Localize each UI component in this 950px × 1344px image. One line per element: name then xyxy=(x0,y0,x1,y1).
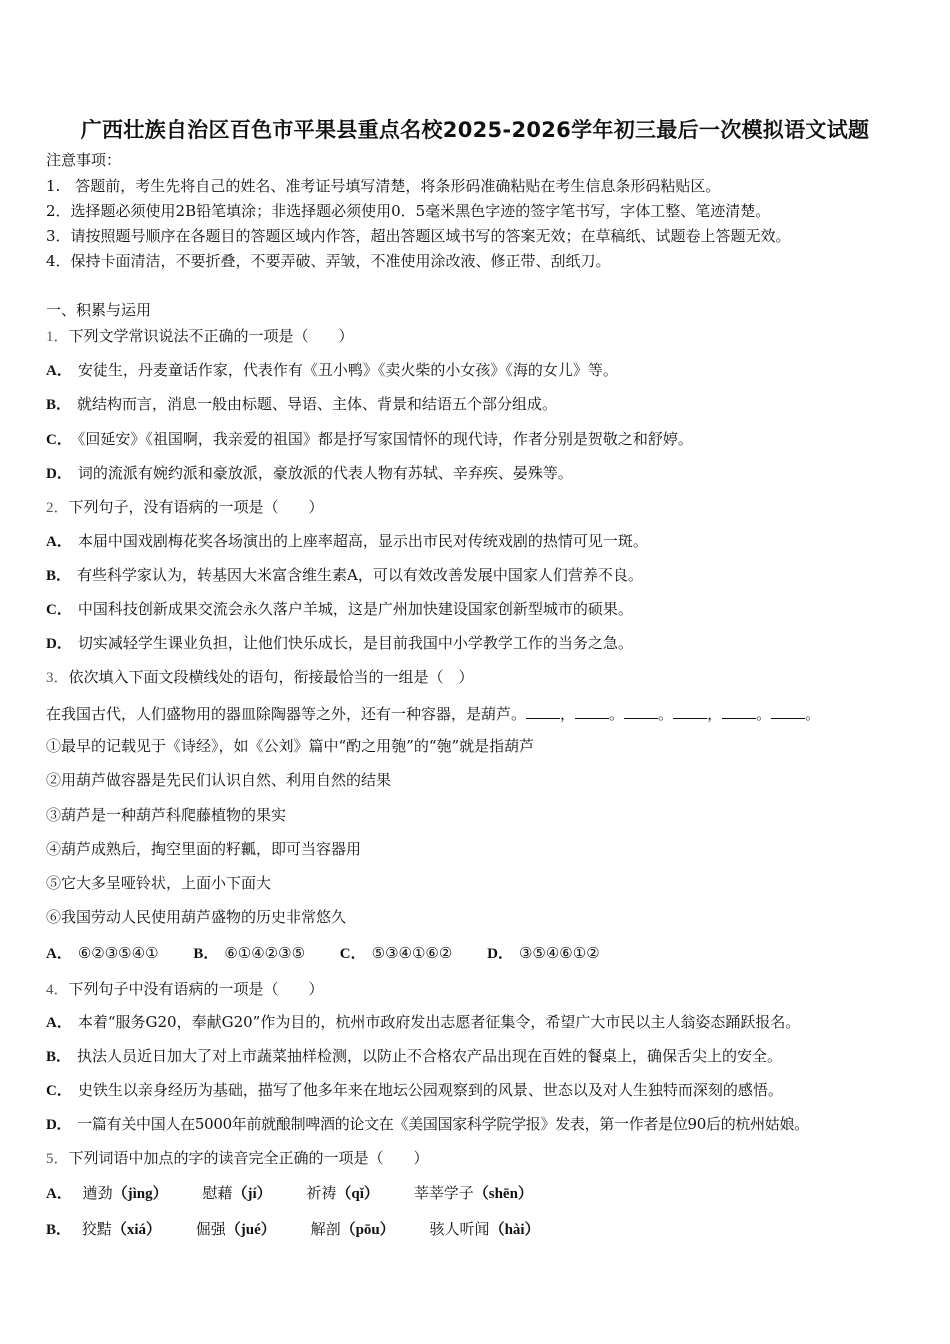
question-stem xyxy=(46,979,324,1000)
notice-item: 1. 答题前，考生先将自己的姓名、准考证号填写清楚，将条形码准确粘贴在考生信息条形码粘贴区。 xyxy=(46,177,721,195)
option xyxy=(46,599,633,620)
option-label: B． xyxy=(46,1049,72,1065)
option xyxy=(46,633,633,654)
option-text: 安徒生，丹麦童话作家，代表作有《丑小鸭》《卖火柴的小女孩》《海的女儿》等。 xyxy=(77,361,618,379)
notice-item: 2．选择题必须使用2B铅笔填涂；非选择题必须使用0．5毫米黑色字迹的签字笔书写，字体工整、笔迹清楚。 xyxy=(46,202,771,220)
option xyxy=(46,565,643,586)
option-text: ⑤③④①⑥② xyxy=(371,944,453,962)
question-stem xyxy=(46,1148,429,1169)
option-label: D． xyxy=(46,636,72,652)
option-row xyxy=(46,1219,540,1240)
fill-blank xyxy=(771,704,805,719)
notice-item: 3．请按照题号顺序在各题目的答题区域内作答，超出答题区域书写的答案无效；在草稿纸、试题卷上答题无效。 xyxy=(46,227,791,245)
stem-text: 下列文学常识说法不正确的一项是（ ） xyxy=(68,327,354,345)
question-number: 1． xyxy=(46,329,69,345)
option-text: ③⑤④⑥①② xyxy=(518,944,600,962)
punct: 。 xyxy=(658,705,674,723)
option-label: C． xyxy=(46,432,72,448)
question-number: 2． xyxy=(46,500,69,516)
option xyxy=(46,1012,800,1033)
pinyin: （xiá） xyxy=(111,1222,161,1238)
option xyxy=(46,360,618,381)
option-label: B． xyxy=(46,568,72,584)
passage xyxy=(46,704,820,724)
word: 莘莘学子 xyxy=(413,1184,474,1202)
option-label: A． xyxy=(46,534,72,550)
word: 狡黠 xyxy=(81,1220,112,1238)
punct: 。 xyxy=(805,705,821,723)
notice-heading: 注意事项： xyxy=(46,151,122,169)
section-heading: 一、积累与运用 xyxy=(46,301,152,319)
option xyxy=(46,531,648,552)
pinyin: （hài） xyxy=(489,1222,540,1238)
sentence: ⑥我国劳动人民使用葫芦盛物的历史非常悠久 xyxy=(46,908,347,926)
stem-text: 依次填入下面文段横线处的语句，衔接最恰当的一组是（ ） xyxy=(68,668,474,686)
stem-text: 下列句子，没有语病的一项是（ ） xyxy=(68,498,324,516)
option-row xyxy=(46,943,600,964)
option-text: ⑥①④②③⑤ xyxy=(224,944,306,962)
option-text: ⑥②③⑤④① xyxy=(77,944,159,962)
word: 解剖 xyxy=(310,1220,341,1238)
option xyxy=(46,463,573,484)
pinyin: （jìng） xyxy=(112,1186,168,1202)
option-text: 就结构而言，消息一般由标题、导语、主体、背景和结语五个部分组成。 xyxy=(77,395,558,413)
sentence: ③葫芦是一种葫芦科爬藤植物的果实 xyxy=(46,806,287,824)
option-row xyxy=(46,1183,533,1204)
option-label: D． xyxy=(46,1117,72,1133)
fill-blank xyxy=(624,704,658,719)
page-title: 广西壮族自治区百色市平果县重点名校2025-2026学年初三最后一次模拟语文试题 xyxy=(80,118,870,142)
pinyin: （pōu） xyxy=(340,1222,395,1238)
sentence: ⑤它大多呈哑铃状，上面小下面大 xyxy=(46,874,272,892)
option-text: 切实减轻学生课业负担，让他们快乐成长，是目前我国中小学教学工作的当务之急。 xyxy=(77,634,633,652)
punct: 。 xyxy=(609,705,625,723)
option-label: C． xyxy=(339,946,366,962)
pinyin: （jué） xyxy=(225,1222,276,1238)
option-text: 本届中国戏剧梅花奖各场演出的上座率超高，显示出市民对传统戏剧的热情可见一斑。 xyxy=(77,532,648,550)
pinyin: （shēn） xyxy=(473,1186,533,1202)
stem-text: 下列句子中没有语病的一项是（ ） xyxy=(68,980,324,998)
option xyxy=(46,429,693,450)
option-label: B． xyxy=(46,1222,72,1238)
question-number: 5． xyxy=(46,1151,69,1167)
option-label: C． xyxy=(46,602,72,618)
question-stem xyxy=(46,667,474,688)
option-text: 本着“服务G20，奉献G20”作为目的，杭州市政府发出志愿者征集令，希望广大市民以主人翁姿态踊跃报名。 xyxy=(77,1013,801,1031)
sentence: ④葫芦成熟后，掏空里面的籽瓤，即可当容器用 xyxy=(46,840,362,858)
option-label: B． xyxy=(193,946,219,962)
question-number: 4． xyxy=(46,982,69,998)
punct: 。 xyxy=(756,705,772,723)
option xyxy=(46,1114,809,1135)
option-label: A． xyxy=(46,1015,72,1031)
option-text: 执法人员近日加大了对上市蔬菜抽样检测，以防止不合格农产品出现在百姓的餐桌上，确保舌尖上的安全。 xyxy=(77,1047,783,1065)
word: 倔强 xyxy=(195,1220,226,1238)
word: 遒劲 xyxy=(82,1184,113,1202)
option xyxy=(46,394,557,415)
option-text: 有些科学家认为，转基因大米富含维生素A，可以有效改善发展中国家人们营养不良。 xyxy=(77,566,643,584)
pinyin: （qǐ） xyxy=(336,1186,379,1202)
fill-blank xyxy=(526,704,560,719)
notice-item: 4．保持卡面清洁，不要折叠，不要弄破、弄皱，不准使用涂改液、修正带、刮纸刀。 xyxy=(46,252,611,270)
fill-blank xyxy=(722,704,756,719)
word: 慰藉 xyxy=(202,1184,233,1202)
punct: ， xyxy=(707,705,723,723)
word: 祈祷 xyxy=(306,1184,337,1202)
word: 骇人听闻 xyxy=(429,1220,490,1238)
option-label: D． xyxy=(487,946,513,962)
option-text: 《回延安》《祖国啊，我亲爱的祖国》都是抒写家国情怀的现代诗，作者分别是贺敬之和舒婷。 xyxy=(77,430,693,448)
option xyxy=(46,1080,783,1101)
question-stem xyxy=(46,326,354,347)
option-label: A． xyxy=(46,946,72,962)
option-label: A． xyxy=(46,1186,72,1202)
question-stem xyxy=(46,497,324,518)
option-label: C． xyxy=(46,1083,72,1099)
fill-blank xyxy=(673,704,707,719)
option-label: B． xyxy=(46,397,72,413)
fill-blank xyxy=(575,704,609,719)
sentence: ②用葫芦做容器是先民们认识自然、利用自然的结果 xyxy=(46,771,392,789)
question-number: 3． xyxy=(46,670,69,686)
option-label: D． xyxy=(46,466,72,482)
punct: ， xyxy=(560,705,576,723)
pinyin: （jí） xyxy=(232,1186,272,1202)
option-text: 史铁生以亲身经历为基础，描写了他多年来在地坛公园观察到的风景、世态以及对人生独特而深刻的感悟。 xyxy=(77,1081,783,1099)
option-text: 中国科技创新成果交流会永久落户羊城，这是广州加快建设国家创新型城市的硕果。 xyxy=(77,600,633,618)
stem-text: 下列词语中加点的字的读音完全正确的一项是（ ） xyxy=(68,1149,429,1167)
sentence: ①最早的记载见于《诗经》，如《公刘》篇中“酌之用匏”的“匏”就是指葫芦 xyxy=(46,737,535,755)
option xyxy=(46,1046,782,1067)
option-text: 一篇有关中国人在5000年前就酿制啤酒的论文在《美国国家科学院学报》发表，第一作者是位90后的杭州姑娘。 xyxy=(77,1115,809,1133)
option-text: 词的流派有婉约派和豪放派，豪放派的代表人物有苏轼、辛弃疾、晏殊等。 xyxy=(77,464,573,482)
option-label: A． xyxy=(46,363,72,379)
passage-text: 在我国古代，人们盛物用的器皿除陶器等之外，还有一种容器，是葫芦。 xyxy=(46,705,527,723)
